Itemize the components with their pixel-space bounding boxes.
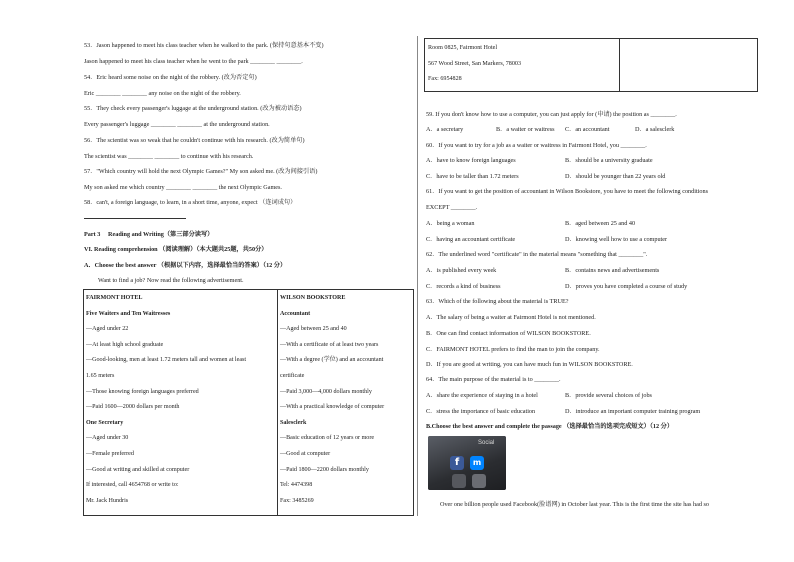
q62-prompt: 62．The underlined word "certificate" in the material means "something that ________". <box>426 251 648 258</box>
q61-prompt-cont: EXCEPT ________. <box>426 204 478 211</box>
ad-fairmont-hotel <box>83 289 278 516</box>
ad-right-line: —With a practical knowledge of computer <box>280 404 385 411</box>
column-divider <box>417 36 418 516</box>
ad-left-line: —Aged under 22 <box>86 326 129 333</box>
q59-prompt: 59. If you don't know how to use a computer, you can just apply for (申请) the position as ________. <box>426 111 677 118</box>
ad-right-line: —Good at computer <box>280 451 331 457</box>
ad-wilson-bookstore <box>277 289 414 516</box>
ad-right-line: —Aged between 25 and 40 <box>280 326 347 333</box>
q63-option-b[interactable]: B．One can find contact information of WILSON BOOKSTORE. <box>426 330 591 337</box>
q63-option-a[interactable]: A．The salary of being a waiter at Fairmont Hotel is not mentioned. <box>426 314 596 321</box>
q59-option-b[interactable]: B．a waiter or waitress <box>496 126 555 133</box>
part3-heading: Part 3 Reading and Writing（第三部分读写） <box>84 231 214 238</box>
ad-left-line: —Paid 1600—2000 dollars per month <box>86 404 180 411</box>
ad-right-line: Tel: 4474398 <box>280 482 313 489</box>
q61-option-a[interactable]: A．being a woman <box>426 220 475 227</box>
ad-left-line: If interested, call 4654768 or write to: <box>86 482 179 489</box>
q63-prompt: 63．Which of the following about the material is TRUE? <box>426 298 569 305</box>
q60-option-c[interactable]: C．have to be taller than 1.72 meters <box>426 173 519 180</box>
ad-left-line: One Secretary <box>86 419 124 426</box>
q61-option-d[interactable]: D．knowing well how to use a computer <box>565 236 668 243</box>
q54-answer-line[interactable]: Eric ________ ________ any noise on the night of the robbery. <box>84 90 241 97</box>
q64-option-d[interactable]: D．introduce an important computer training program <box>565 408 701 415</box>
ad-left-line: —At least high school graduate <box>86 341 164 348</box>
q61-option-b[interactable]: B．aged between 25 and 40 <box>565 220 636 227</box>
ad-right-line: —With a certificate of at least two years <box>280 341 379 348</box>
q56-answer-line[interactable]: The scientist was ________ ________ to continue with his research. <box>84 153 254 160</box>
ad-left-line: —Aged under 30 <box>86 435 129 442</box>
q55-answer-line[interactable]: Every passenger's luggage ________ ________ at the underground station. <box>84 121 270 128</box>
social-media-apps-photo <box>428 436 506 490</box>
q57-answer-line[interactable]: My son asked me which country ________ ________ the next Olympic Games. <box>84 184 282 191</box>
q62-option-b[interactable]: B．contains news and advertisements <box>565 267 660 274</box>
q59-option-c[interactable]: C．an accountant <box>565 126 610 133</box>
ad-left-line: 1.65 meters <box>86 373 115 379</box>
ad-intro: Want to find a job? Now read the following advertisement. <box>98 277 244 284</box>
q62-option-d[interactable]: D．proves you have completed a course of study <box>565 283 688 290</box>
sectionA-heading: A．Choose the best answer （根据以下内容，选择最恰当的答案）（12 分） <box>84 262 287 269</box>
ad-left-line: Mr. Jack Hundris <box>86 497 129 504</box>
q55-prompt: 55．They check every passenger's luggage at the underground station. (改为被动语态) <box>84 105 302 112</box>
q58-answer-blank[interactable] <box>84 218 186 219</box>
ad-right-line: —Paid 3,000—4,000 dollars monthly <box>280 388 372 395</box>
ad-left-line: —Those knowing foreign languages preferred <box>86 388 199 395</box>
ad-right-line: WILSON BOOKSTORE <box>280 295 346 301</box>
q64-option-b[interactable]: B．provide several choices of jobs <box>565 392 652 399</box>
ad-right-line: Salesclerk <box>280 419 307 426</box>
q60-option-d[interactable]: D．should be younger than 22 years old <box>565 173 666 180</box>
address-box <box>424 38 620 92</box>
ad-right-line: Accountant <box>280 310 311 317</box>
ad-right-line: Fax: 3485269 <box>280 497 314 504</box>
app-icon-placeholder-2 <box>472 474 486 488</box>
q62-option-c[interactable]: C．records a kind of business <box>426 283 501 290</box>
q58-prompt: 58．can't, a foreign language, to learn, in a short time, anyone, expect （连词成句） <box>84 199 297 206</box>
q53-prompt: 53．Jason happened to meet his class teacher when he walked to the park. (保持句意基本不变) <box>84 42 324 49</box>
ad-left-line: —Good-looking, men at least 1.72 meters tall and women at least <box>86 357 247 364</box>
sectionB-heading: B.Choose the best answer and complete the passage （选择最恰当的选项完成短文）（12 分） <box>426 423 674 430</box>
q64-option-a[interactable]: A．share the experience of staying in a hotel <box>426 392 538 399</box>
facebook-icon: f <box>450 456 464 470</box>
q54-prompt: 54．Eric heard some noise on the night of the robbery. (改为否定句) <box>84 74 257 81</box>
address-line-2: 567 Wood Street, San Markers, 78003 <box>428 61 521 67</box>
address-line-1: Room 0825, Fairmont Hotel <box>428 45 498 51</box>
ad-right-line: certificate <box>280 373 305 379</box>
q63-option-c[interactable]: C．FAIRMONT HOTEL prefers to find the man to join the company. <box>426 346 600 353</box>
q63-option-d[interactable]: D．If you are good at writing, you can have much fun in WILSON BOOKSTORE. <box>426 361 633 368</box>
q59-option-a[interactable]: A．a secretary <box>426 126 464 133</box>
app-icon-placeholder <box>452 474 466 488</box>
q60-option-b[interactable]: B．should be a university graduate <box>565 157 653 164</box>
q57-prompt: 57．"Which country will hold the next Olympic Games?" My son asked me. (改为间接引语) <box>84 168 318 175</box>
q56-prompt: 56．The scientist was so weak that he couldn't continue with his research. (改为简单句) <box>84 137 305 144</box>
q59-option-d[interactable]: D．a salesclerk <box>635 126 675 133</box>
address-box-empty-cell <box>619 38 758 92</box>
passage-first-line: Over one billion people used Facebook(脸谱网) in October last year. This is the first time the site has had so <box>440 501 709 508</box>
q61-prompt: 61．If you want to get the position of accountant in Wilson Bookstore, you have to meet the following conditions <box>426 188 708 195</box>
ad-left-line: FAIRMONT HOTEL <box>86 295 143 301</box>
q60-prompt: 60．If you want to try for a job as a waiter or waitress in Fairmont Hotel, you ________. <box>426 142 647 149</box>
q60-option-a[interactable]: A．have to know foreign languages <box>426 157 516 164</box>
social-label: Social <box>478 440 495 446</box>
q64-prompt: 64．The main purpose of the material is to ________. <box>426 376 561 383</box>
q61-option-c[interactable]: C．having an accountant certificate <box>426 236 516 243</box>
ad-left-line: Five Waiters and Ten Waitresses <box>86 310 171 317</box>
ad-left-line: —Female preferred <box>86 451 134 457</box>
ad-right-line: —Paid 1800—2200 dollars monthly <box>280 466 369 473</box>
ad-right-line: —With a degree (学位) and an accountant <box>280 357 384 364</box>
q53-answer-line[interactable]: Jason happened to meet his class teacher when he went to the park ________ ________. <box>84 58 303 65</box>
ad-left-line: —Good at writing and skilled at computer <box>86 466 190 473</box>
ad-right-line: —Basic education of 12 years or more <box>280 435 375 442</box>
q64-option-c[interactable]: C．stress the importance of basic education <box>426 408 536 415</box>
section6-heading: VI. Reading comprehension （阅读理解）（本大题共25题，共50分） <box>84 246 268 253</box>
q62-option-a[interactable]: A．is published every week <box>426 267 497 274</box>
address-line-3: Fax: 6954828 <box>428 76 462 82</box>
messenger-icon: m <box>470 456 484 470</box>
